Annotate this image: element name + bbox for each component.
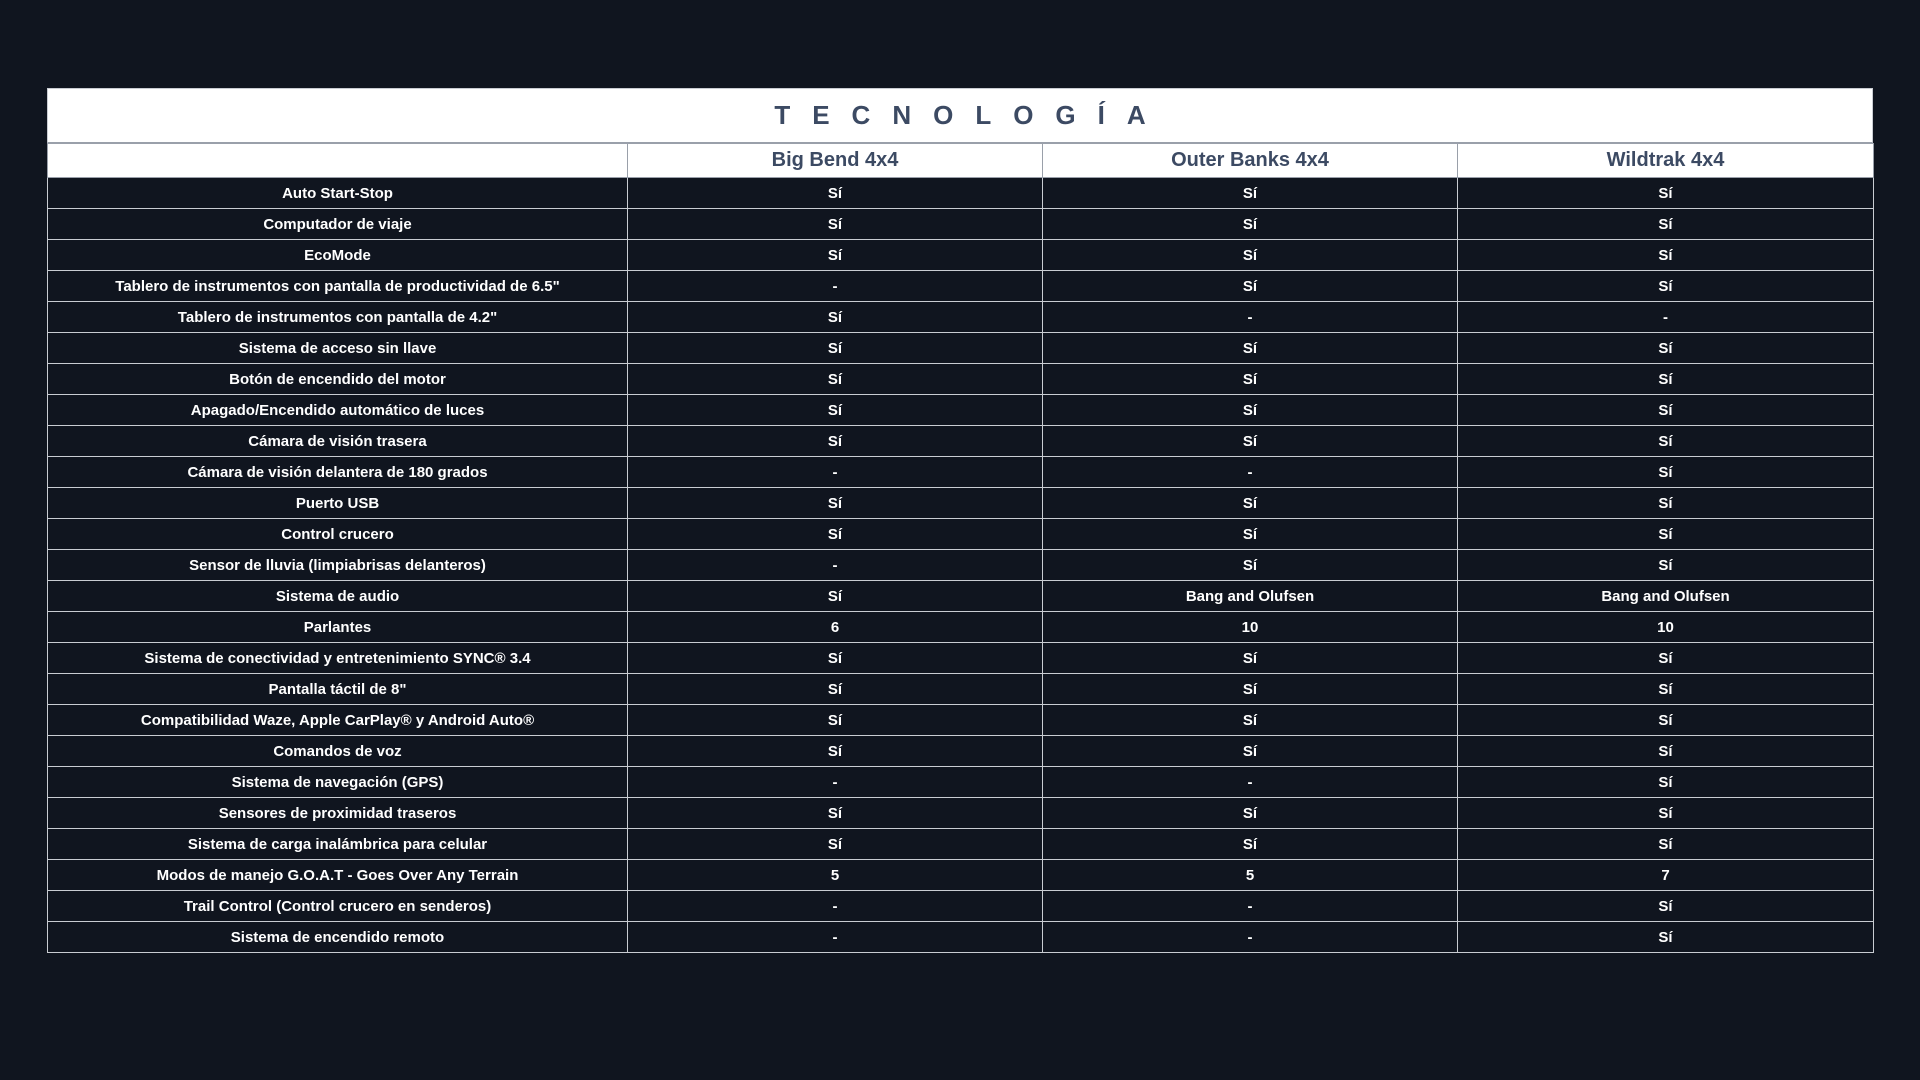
table-row: [48, 674, 1874, 705]
table-row: [48, 612, 1874, 643]
outer-banks-cell: 10: [1043, 612, 1458, 643]
outer-banks-cell: -: [1043, 891, 1458, 922]
wildtrak-cell: Sí: [1458, 488, 1874, 519]
table-row: [48, 829, 1874, 860]
big-bend-cell: Sí: [628, 178, 1043, 209]
outer-banks-cell: Sí: [1043, 395, 1458, 426]
page-title: TECNOLOGÍA: [774, 100, 1168, 130]
big-bend-cell: Sí: [628, 333, 1043, 364]
spec-table: [47, 143, 1874, 953]
outer-banks-cell: Sí: [1043, 364, 1458, 395]
big-bend-cell: -: [628, 922, 1043, 953]
wildtrak-cell: Sí: [1458, 209, 1874, 240]
big-bend-cell: Sí: [628, 829, 1043, 860]
big-bend-cell: Sí: [628, 643, 1043, 674]
wildtrak-cell: Sí: [1458, 643, 1874, 674]
wildtrak-cell: Sí: [1458, 705, 1874, 736]
table-row: [48, 581, 1874, 612]
big-bend-cell: Sí: [628, 395, 1043, 426]
big-bend-cell: Sí: [628, 426, 1043, 457]
table-row: [48, 705, 1874, 736]
big-bend-cell: Sí: [628, 302, 1043, 333]
wildtrak-cell: Sí: [1458, 271, 1874, 302]
feature-cell: Trail Control (Control crucero en senderos): [48, 891, 628, 922]
big-bend-cell: -: [628, 457, 1043, 488]
big-bend-cell: -: [628, 550, 1043, 581]
feature-cell: Auto Start-Stop: [48, 178, 628, 209]
wildtrak-cell: Sí: [1458, 891, 1874, 922]
table-row: [48, 178, 1874, 209]
table-row: [48, 860, 1874, 891]
table-row: [48, 488, 1874, 519]
spec-table-body: [48, 178, 1874, 953]
big-bend-cell: -: [628, 891, 1043, 922]
big-bend-cell: Sí: [628, 736, 1043, 767]
table-row: [48, 395, 1874, 426]
outer-banks-cell: Sí: [1043, 271, 1458, 302]
outer-banks-cell: -: [1043, 767, 1458, 798]
outer-banks-cell: Sí: [1043, 550, 1458, 581]
wildtrak-cell: Sí: [1458, 767, 1874, 798]
feature-cell: Compatibilidad Waze, Apple CarPlay® y Android Auto®: [48, 705, 628, 736]
wildtrak-cell: Sí: [1458, 922, 1874, 953]
outer-banks-cell: -: [1043, 302, 1458, 333]
table-row: [48, 333, 1874, 364]
feature-cell: Pantalla táctil de 8": [48, 674, 628, 705]
table-row: [48, 767, 1874, 798]
title-bar: [47, 88, 1873, 143]
big-bend-cell: -: [628, 767, 1043, 798]
wildtrak-cell: Sí: [1458, 674, 1874, 705]
wildtrak-cell: Sí: [1458, 178, 1874, 209]
table-row: [48, 643, 1874, 674]
outer-banks-cell: Sí: [1043, 798, 1458, 829]
feature-cell: Sensores de proximidad traseros: [48, 798, 628, 829]
big-bend-cell: 5: [628, 860, 1043, 891]
big-bend-cell: -: [628, 271, 1043, 302]
outer-banks-cell: Sí: [1043, 209, 1458, 240]
table-row: [48, 519, 1874, 550]
table-row: [48, 302, 1874, 333]
feature-cell: Tablero de instrumentos con pantalla de productividad de 6.5": [48, 271, 628, 302]
feature-cell: Modos de manejo G.O.A.T - Goes Over Any Terrain: [48, 860, 628, 891]
feature-cell: Botón de encendido del motor: [48, 364, 628, 395]
big-bend-cell: Sí: [628, 519, 1043, 550]
big-bend-cell: Sí: [628, 798, 1043, 829]
feature-cell: Cámara de visión trasera: [48, 426, 628, 457]
feature-cell: Tablero de instrumentos con pantalla de 4.2": [48, 302, 628, 333]
feature-cell: Sistema de encendido remoto: [48, 922, 628, 953]
wildtrak-cell: Sí: [1458, 364, 1874, 395]
outer-banks-cell: Sí: [1043, 829, 1458, 860]
big-bend-cell: Sí: [628, 674, 1043, 705]
table-row: [48, 798, 1874, 829]
wildtrak-cell: Bang and Olufsen: [1458, 581, 1874, 612]
wildtrak-cell: 7: [1458, 860, 1874, 891]
wildtrak-cell: Sí: [1458, 457, 1874, 488]
header-outer-banks: Outer Banks 4x4: [1043, 144, 1458, 178]
wildtrak-cell: Sí: [1458, 736, 1874, 767]
outer-banks-cell: 5: [1043, 860, 1458, 891]
outer-banks-cell: Sí: [1043, 240, 1458, 271]
table-row: [48, 364, 1874, 395]
feature-cell: Cámara de visión delantera de 180 grados: [48, 457, 628, 488]
feature-cell: Sistema de acceso sin llave: [48, 333, 628, 364]
outer-banks-cell: Sí: [1043, 643, 1458, 674]
header-big-bend: Big Bend 4x4: [628, 144, 1043, 178]
table-row: [48, 426, 1874, 457]
header-wildtrak: Wildtrak 4x4: [1458, 144, 1874, 178]
big-bend-cell: Sí: [628, 209, 1043, 240]
wildtrak-cell: Sí: [1458, 550, 1874, 581]
feature-cell: Puerto USB: [48, 488, 628, 519]
feature-cell: Sistema de conectividad y entretenimiento SYNC® 3.4: [48, 643, 628, 674]
outer-banks-cell: Sí: [1043, 674, 1458, 705]
wildtrak-cell: Sí: [1458, 333, 1874, 364]
wildtrak-cell: -: [1458, 302, 1874, 333]
feature-cell: Sensor de lluvia (limpiabrisas delanteros): [48, 550, 628, 581]
wildtrak-cell: Sí: [1458, 240, 1874, 271]
header-row: [48, 144, 1874, 178]
big-bend-cell: Sí: [628, 240, 1043, 271]
wildtrak-cell: Sí: [1458, 829, 1874, 860]
outer-banks-cell: Sí: [1043, 178, 1458, 209]
feature-cell: Comandos de voz: [48, 736, 628, 767]
wildtrak-cell: Sí: [1458, 426, 1874, 457]
table-row: [48, 271, 1874, 302]
feature-cell: EcoMode: [48, 240, 628, 271]
big-bend-cell: Sí: [628, 705, 1043, 736]
big-bend-cell: 6: [628, 612, 1043, 643]
outer-banks-cell: Sí: [1043, 333, 1458, 364]
technology-table-panel: [47, 88, 1873, 953]
table-row: [48, 240, 1874, 271]
feature-cell: Apagado/Encendido automático de luces: [48, 395, 628, 426]
table-row: [48, 736, 1874, 767]
big-bend-cell: Sí: [628, 364, 1043, 395]
table-row: [48, 209, 1874, 240]
table-row: [48, 922, 1874, 953]
table-row: [48, 550, 1874, 581]
table-row: [48, 457, 1874, 488]
outer-banks-cell: Sí: [1043, 705, 1458, 736]
feature-cell: Control crucero: [48, 519, 628, 550]
outer-banks-cell: Sí: [1043, 736, 1458, 767]
outer-banks-cell: Sí: [1043, 426, 1458, 457]
big-bend-cell: Sí: [628, 581, 1043, 612]
table-row: [48, 891, 1874, 922]
outer-banks-cell: Sí: [1043, 488, 1458, 519]
feature-cell: Sistema de carga inalámbrica para celular: [48, 829, 628, 860]
feature-cell: Sistema de audio: [48, 581, 628, 612]
header-feature: [48, 144, 628, 178]
big-bend-cell: Sí: [628, 488, 1043, 519]
outer-banks-cell: Bang and Olufsen: [1043, 581, 1458, 612]
wildtrak-cell: Sí: [1458, 798, 1874, 829]
outer-banks-cell: -: [1043, 457, 1458, 488]
outer-banks-cell: -: [1043, 922, 1458, 953]
wildtrak-cell: 10: [1458, 612, 1874, 643]
feature-cell: Parlantes: [48, 612, 628, 643]
feature-cell: Computador de viaje: [48, 209, 628, 240]
wildtrak-cell: Sí: [1458, 519, 1874, 550]
wildtrak-cell: Sí: [1458, 395, 1874, 426]
feature-cell: Sistema de navegación (GPS): [48, 767, 628, 798]
outer-banks-cell: Sí: [1043, 519, 1458, 550]
